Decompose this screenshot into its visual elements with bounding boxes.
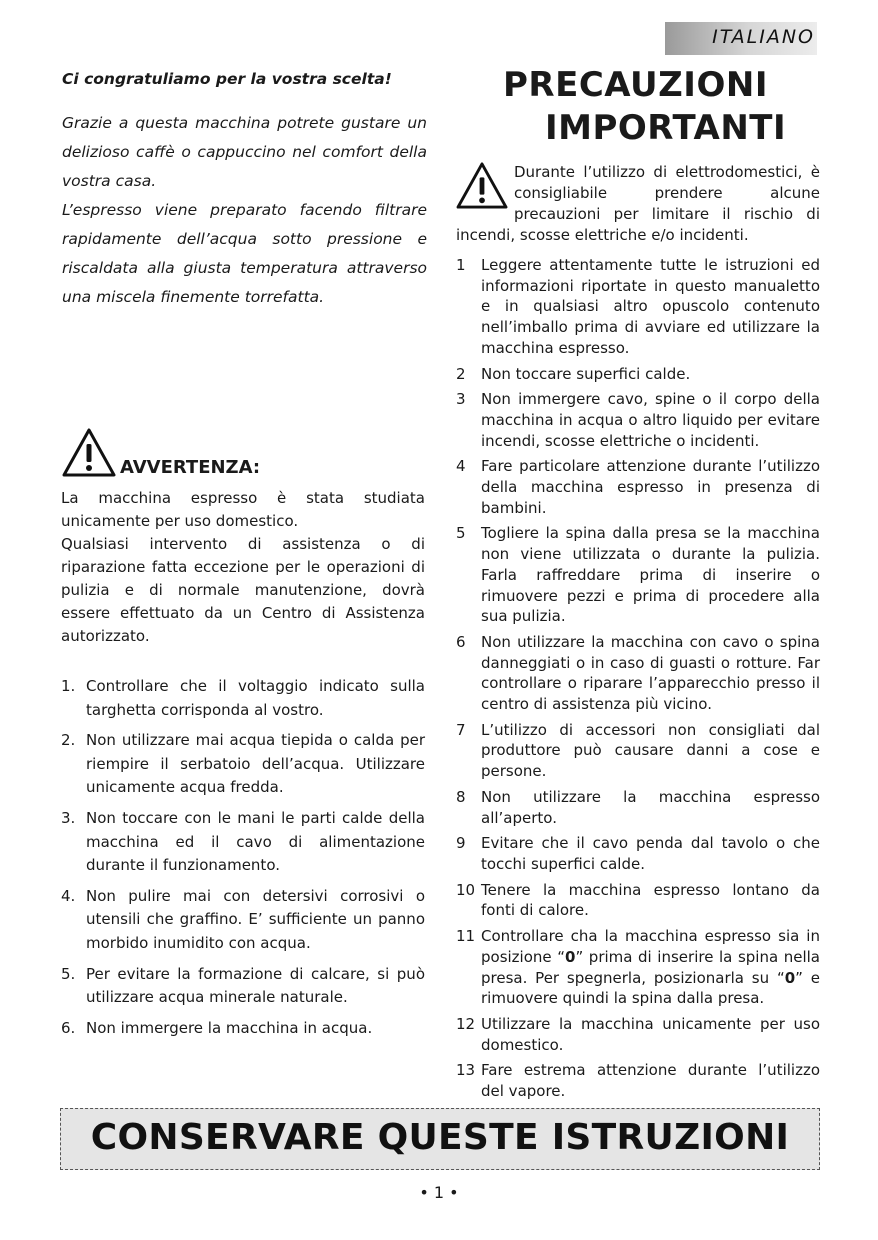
list-item	[61, 729, 425, 800]
list-text: Non utilizzare la macchina espresso all’aperto.	[481, 787, 820, 827]
list-number: 11	[456, 927, 476, 946]
page-number: • 1 •	[419, 1183, 459, 1202]
list-item	[61, 1017, 425, 1041]
warning-list	[61, 675, 425, 1047]
list-text: Utilizzare la macchina unicamente per uso domestico.	[481, 1014, 820, 1054]
list-item	[456, 880, 820, 921]
list-number: 8	[456, 787, 466, 806]
list-number: 1.	[61, 677, 76, 695]
list-item	[456, 389, 820, 451]
list-text: Tenere la macchina espresso lontano da fonti di calore.	[481, 880, 820, 920]
list-text-part: ” e rimuovere quindi la spina dalla presa.	[481, 968, 820, 1008]
list-item	[456, 1014, 820, 1055]
list-text: Fare particolare attenzione durante l’utilizzo della macchina espresso in presenza di bambini.	[481, 457, 820, 517]
list-number: 9	[456, 834, 466, 853]
list-text-part: Controllare cha la macchina espresso sia in posizione “	[481, 927, 820, 966]
warning-heading	[62, 428, 442, 480]
list-text: Non immergere la macchina in acqua.	[86, 1018, 373, 1037]
warning-paragraph: La macchina espresso è stata studiata unicamente per uso domestico.	[61, 489, 425, 530]
warning-triangle-icon	[62, 428, 116, 478]
list-number: 6.	[61, 1018, 76, 1037]
list-number: 4	[456, 457, 466, 476]
position-zero-label: 0	[784, 968, 796, 987]
list-text: L’utilizzo di accessori non consigliati dal produttore può causare danni a cose e persone.	[481, 720, 820, 781]
list-text: Fare estrema attenzione durante l’utilizzo del vapore.	[481, 1061, 820, 1101]
precautions-list	[456, 255, 820, 1107]
list-text: Togliere la spina dalla presa se la macchina non viene utilizzata o durante la pulizia. Farla raffreddare prima di inserire o rimuovere pezzi e prima di procedere alla sua pulizia.	[481, 524, 820, 626]
list-number: 3.	[61, 808, 76, 827]
list-text: Non toccare con le mani le parti calde della macchina ed il cavo di alimentazione durante il funzionamento.	[86, 808, 425, 875]
intro-paragraph: Grazie a questa macchina potrete gustare un delizioso caffè o cappuccino nel comfort della vostra casa.	[62, 114, 427, 190]
list-text: Non utilizzare mai acqua tiepida o calda per riempire il serbatoio dell’acqua. Utilizzare unicamente acqua fredda.	[86, 731, 425, 797]
list-item	[456, 523, 820, 627]
list-item	[61, 885, 425, 956]
title-line-1: PRECAUZIONI	[503, 65, 768, 105]
warning-title: AVVERTENZA:	[120, 457, 261, 478]
footer-banner-text: CONSERVARE QUESTE ISTRUZIONI	[90, 1117, 790, 1158]
list-item	[456, 720, 820, 782]
list-text: Non utilizzare la macchina con cavo o spina danneggiati o in caso di guasti o rotture. Far controllare o riparare l’apparecchio presso il centro di assistenza più vicino.	[481, 632, 820, 714]
list-item	[456, 364, 820, 385]
list-item	[61, 963, 425, 1010]
list-item	[456, 833, 820, 874]
title-line-2: IMPORTANTI	[545, 108, 787, 148]
list-item	[456, 926, 820, 1009]
list-number: 12	[456, 1014, 476, 1033]
list-number: 5.	[61, 964, 76, 983]
list-text: Controllare che il voltaggio indicato sulla targhetta corrisponda al vostro.	[86, 677, 425, 719]
list-item	[456, 1060, 820, 1101]
list-item	[456, 255, 820, 359]
page-title	[503, 64, 833, 150]
list-number: 2	[456, 364, 466, 383]
position-zero-label: 0	[565, 947, 576, 966]
list-item	[61, 675, 425, 722]
intro-paragraph: L’espresso viene preparato facendo filtrare rapidamente dell’acqua sotto pressione e riscaldata alla giusta temperatura attraverso una miscela finemente torrefatta.	[62, 201, 427, 306]
list-number: 10	[456, 880, 476, 899]
precautions-intro	[456, 162, 820, 246]
warning-triangle-icon	[456, 162, 508, 210]
warning-paragraph: Qualsiasi intervento di assistenza o di riparazione fatta eccezione per le operazioni di pulizia e di normale manutenzione, dovrà essere effettuato da un Centro di Assistenza autorizzato.	[61, 535, 425, 645]
list-text: Non pulire mai con detersivi corrosivi o utensili che graffino. E’ sufficiente un panno morbido inumidito con acqua.	[86, 886, 425, 952]
list-number: 3	[456, 390, 466, 409]
list-text: Leggere attentamente tutte le istruzioni ed informazioni riportate in questo manualetto e in qualsiasi altro opuscolo contenuto nell’imballo prima di avviare ed utilizzare la macchina espresso.	[481, 256, 820, 357]
list-item	[456, 456, 820, 518]
list-number: 7	[456, 720, 466, 739]
list-number: 1	[456, 256, 466, 274]
footer-banner	[60, 1108, 820, 1170]
congrats-title: Ci congratuliamo per la vostra scelta!	[62, 70, 392, 88]
intro-text	[62, 109, 427, 312]
language-tab	[665, 22, 817, 55]
list-number: 2.	[61, 731, 76, 750]
list-item	[456, 632, 820, 715]
list-text: Non toccare superfici calde.	[481, 364, 691, 383]
language-label: ITALIANO	[712, 26, 815, 48]
list-number: 13	[456, 1061, 476, 1080]
list-number: 5	[456, 524, 466, 543]
list-number: 4.	[61, 886, 76, 905]
list-text: Non immergere cavo, spine o il corpo della macchina in acqua o altro liquido per evitare incendi, scosse elettriche o incidenti.	[481, 390, 820, 450]
list-text: Per evitare la formazione di calcare, si può utilizzare acqua minerale naturale.	[86, 964, 425, 1007]
list-text-part: ” prima di inserire la spina nella presa. Per spegnerla, posizionarla su “	[481, 947, 820, 987]
list-text: Evitare che il cavo penda dal tavolo o che tocchi superfici calde.	[481, 834, 820, 873]
list-item	[61, 807, 425, 878]
warning-body	[61, 487, 425, 648]
precautions-intro-text: Durante l’utilizzo di elettrodomestici, è consigliabile prendere alcune precauzioni per limitare il rischio di incendi, scosse elettriche e/o incidenti.	[456, 163, 820, 244]
list-number: 6	[456, 632, 466, 651]
list-text	[481, 927, 820, 1007]
list-item	[456, 787, 820, 828]
